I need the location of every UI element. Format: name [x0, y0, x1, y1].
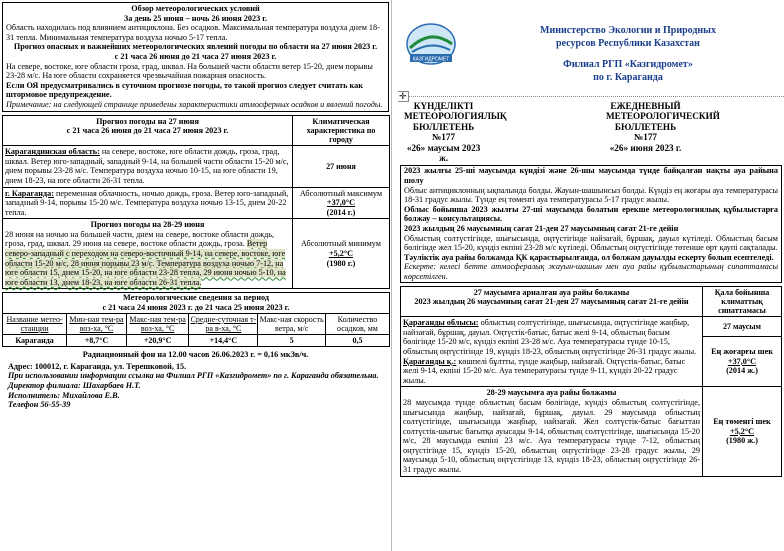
obs-d1: +8,7°С: [67, 335, 127, 347]
kz-abs-min-label: Ең төменгі шек: [713, 417, 771, 427]
kz-abs-max-label: Ең жоғарғы шек: [711, 347, 773, 357]
region-label: Карагандинская область:: [5, 147, 100, 157]
obs-data-row: [3, 335, 390, 347]
obs-h4: Макс-ная скорость ветра, м/с: [259, 314, 324, 333]
header-divider: [398, 91, 784, 101]
climate-header: Климатическая характеристика по городу: [293, 115, 390, 146]
footer-address: Адрес: 100012, г. Караганда, ул. Терешковой, 15.: [8, 361, 187, 371]
city-label: г. Караганда:: [5, 188, 54, 198]
kz-forecast2-cell: [401, 387, 703, 476]
ru-title-block: [606, 101, 778, 163]
obs-d5: 0,5: [325, 335, 389, 347]
abs-max-cell: [293, 187, 390, 219]
hazard-period: с 21 часа 26 июня до 21 часа 27 июня 2023 г.: [114, 51, 277, 61]
kz-region-label: Қарағанды облысы:: [403, 318, 479, 328]
climate-date: 27 июня: [293, 146, 390, 187]
kz-city-label: Қарағанды қ.:: [403, 356, 457, 366]
svg-text:КАЗГИДРОМЕТ: КАЗГИДРОМЕТ: [412, 56, 450, 63]
forecast2-text-a: 28 июня на ночью на большей части, днем на севере, востоке области дождь, гроза, град, шквал. 29 июня на севере, востоке области дождь, гроза.: [5, 229, 275, 249]
abs-min-value: +5,2°С: [328, 249, 354, 259]
ru-title: ЕЖЕДНЕВНЫЙ МЕТЕОРОЛОГИЧЕСКИЙ БЮЛЛЕТЕНЬ: [605, 101, 720, 132]
region-forecast-cell: [3, 146, 293, 187]
obs-h0: Название метео-станции: [3, 313, 67, 334]
bulletin-titles: [398, 101, 784, 163]
ru-date: «26» июня 2023 г.: [609, 142, 682, 153]
ru-number: №177: [634, 132, 658, 143]
obs-h3: Средне-суточная т-ра в-ха, °С: [190, 314, 257, 333]
abs-max-year: (2014 г.): [326, 207, 356, 217]
kz-forecast-period: 2023 жылдың 26 маусымның сағат 21-ден 27 маусымның сағат 21-ге дейін: [414, 297, 689, 307]
hazard-title: Прогноз опасных и важнейших метеорологических явлений погоды по области на 27 июня 2023 г.: [13, 42, 378, 52]
obs-period: с 21 часа 24 июня 2023 г. до 21 часа 25 июня 2023 г.: [102, 303, 290, 313]
branch-line2: по г. Караганда: [593, 72, 663, 83]
obs-title: Метеорологические сведения за период: [122, 293, 270, 303]
overview-text: Область находилась под влиянием антициклона. Без осадков. Максимальная температура воздуха днем 18-31 тепла. Минимальная температура воздуха ночью 5-17 тепла.: [6, 23, 380, 42]
org-line2: ресурсов Республики Казахстан: [556, 38, 700, 49]
region-text: на севере, востоке, юге области дождь, гроза, град, шквал. Ветер юго-западный, западный 9-14, на большей части области 15-20 м/с, днем порывы 23-28 м/с. Температура воздуха ночью 10-15, на юге области 19, днем 18-23, на юге области 26-31 тепла.: [5, 147, 289, 185]
footer-phone: Телефон 56-55-39: [8, 400, 71, 410]
kz-date: «26» маусым 2023 ж.: [406, 142, 481, 164]
kz-climate-date: 27 маусым: [703, 317, 782, 336]
kz-abs-min-value: +5,2°С: [729, 426, 755, 436]
kz-region-text: облыстың солтүстігінде, шығысында, оңтүстігінде жаңбыр, найзағай, бұршақ, дауыл. Оңтүстік-батыс, батыс желі 9-14, облыстың басым бөлігінде 15-20 м/с, күндіз екпіні 23-28 м/с. Ауа температурасы түнде 10-15, облыстың оңтүстігінде 19, күндіз 18-23, облыстың оңтүстігінде 26-31 градус жылы.: [403, 318, 697, 356]
footer-executor: Исполнитель: Михайлова Е.В.: [8, 390, 120, 400]
right-page-kazakh: [398, 0, 784, 551]
kz-title: КҮНДЕЛІКТІ МЕТЕОРОЛОГИЯЛЫҚ БЮЛЛЕТЕНЬ: [404, 101, 507, 132]
move-handle-icon[interactable]: ✛: [399, 91, 407, 101]
kz-forecast-header: [401, 286, 703, 317]
kz-climate-header: Қала бойынша климаттық сипаттамасы: [703, 286, 782, 317]
obs-h2: Макс-ная тем-ра воз-ха, °С: [126, 313, 189, 334]
kz-review-title: 2023 жылғы 25-ші маусымда күндізі және 26-шы маусымда түнде байқалған нақты ауа райына шолу: [404, 166, 778, 186]
kz-review-section: [400, 165, 782, 282]
kz-forecast-title: 27 маусымға арналған ауа райы болжамы: [473, 287, 630, 297]
forecast2-cell: [3, 219, 293, 289]
kz-title-block: [404, 101, 576, 163]
overview-title: Обзор метеорологических условий: [131, 4, 260, 13]
hazard-note: Если ОЯ предусматривались в суточном прогнозе погоды, то такой прогноз следует считать как штормовое предупреждение.: [6, 80, 363, 100]
observations-table: [2, 313, 390, 348]
obs-d0: Караганда: [3, 335, 67, 347]
branch-line1: Филиал РГП «Казгидромет»: [563, 59, 693, 70]
kz-number: №177: [432, 132, 456, 143]
forecast-header: [3, 115, 293, 146]
kz-review-text: Облыс антициклонның ықпалында болды. Жауын-шашынсыз болды. Күндіз ең жоғары ауа температурасы 18-31 градус жылы. Түнде ең төменгі ауа температурасы 5-17 градус жылы.: [404, 185, 778, 205]
footer-usage: При использовании информации ссылка на Филиал РГП «Казгидромет» по г. Караганда обязательна.: [8, 371, 379, 381]
abs-min-label: Абсолютный минимум: [301, 239, 381, 249]
observations-section: [2, 292, 390, 312]
kz-abs-max-value: +37,0°С: [727, 356, 757, 366]
kz-hazard-note: Тәуліктік ауа райы болжамда ҚК қарастырылғанда, ол болжам дауылды ескерту болып есептеледі.: [404, 252, 774, 262]
obs-d2: +20,9°С: [126, 335, 189, 347]
obs-d3: +14,4°С: [189, 335, 258, 347]
obs-h5: Количество осадков, мм: [325, 313, 389, 334]
abs-max-value: +37,0°С: [326, 198, 356, 208]
kz-abs-max-cell: [703, 336, 782, 387]
kz-city-text: көшпелі бұлтты, түнде жаңбыр, найзағай. Оңтүстік-батыс, батыс желі 9-14, екпіні 15-20 м/с. Ауа температурасы түнде 9-11, күндіз 20-22 градус жылы.: [403, 356, 686, 385]
obs-header-row: [3, 313, 390, 334]
forecast-period: с 21 часа 26 июня до 21 часа 27 июня 2023 г.: [66, 126, 229, 136]
org-header: [478, 24, 778, 84]
kz-hazard-text: Облыстың солтүстігінде, шығысында, оңтүстігінде найзағай, бұршақ, дауыл күтіледі. Облыстың басым бөлігінде жел 15-20, күндіз екпіні 23-28 м/с күтіледі. Облыстың оңтүстігінде төтенше өрт қаупі сақталады.: [404, 233, 778, 253]
abs-max-label: Абсолютный максимум: [299, 188, 383, 198]
overview-section: [2, 2, 389, 112]
kz-region-cell: [401, 317, 703, 387]
obs-d4: 5: [258, 335, 326, 347]
hazard-footnote: Примечание: на следующей странице приведены характеристики атмосферных осадков и явлений погоды.: [6, 99, 383, 109]
kz-forecast-table: [400, 286, 782, 477]
kazhydromet-logo: [404, 18, 458, 68]
forecast2-title: Прогноз погоды на 28-29 июня: [90, 220, 205, 230]
bulletin-header: [398, 0, 784, 96]
city-text: переменная облачность, ночью дождь, гроза. Ветер юго-западный, западный 9-14, порывы 15-20 м/с. Температура воздуха ночью 13-15, днем 20-22 тепла.: [5, 188, 289, 217]
forecast2-text-b: Ветер северо-западный с переходом на северо-восточный 9-14, на севере, востоке, юге области 15-20 м/с, 28 июня порывы 23 м/с. Температура воздуха ночью 7-12, на юге области 15, днем 15-20, на юге области 23-28 тепла, 29 июня ночью 5-10, на юге области 13, днем 18-23, на юге области 26-31 тепла.: [5, 239, 286, 287]
radiation-text: Радиационный фон на 12.00 часов 26.06.2023 г. = 0,16 мкЗв/ч.: [82, 350, 309, 360]
kz-abs-min-cell: [703, 387, 782, 476]
overview-period: За день 25 июня – ночь 26 июня 2023 г.: [123, 13, 268, 23]
kz-hazard-footnote: Ескерте: келесі бетте атмосфералық жауын-шашын мен ауа райы құбылыстарының сипаттамасы көрсетілген.: [404, 262, 778, 281]
abs-min-cell: [293, 219, 390, 289]
abs-min-year: (1980 г.): [326, 258, 356, 268]
kz-forecast2-text: 28 маусымда түнде облыстың басым бөлігінде, күндіз облыстың солтүстігінде, шығысында жаңбыр, найзағай, бұршақ, дауыл. 29 маусымда облыстың солтүстігінде, шығысында жаңбыр, найзағай. Жел солтүстік-батыс бағыттан солтүстік-шығыс бағытқа ауысады 9-14, облыстың солтүстігінде, шығысында 15-20 м/с, 28 маусымда екпіні 23 м/с. Ауа температурасы түнде 7-12, облыстың оңтүстігінде 15, күндіз 15-20, облыстың оңтүстігінде 23-28 градус жылы, 29 маусымда 5-10, облыстың оңтүстігінде 13, күндіз 18-23, облыстың оңтүстігінде 26-31 градус жылы.: [403, 397, 700, 475]
kz-abs-min-year: (1980 ж.): [726, 436, 758, 446]
city-forecast-cell: [3, 187, 293, 219]
hazard-text: На севере, востоке, юге области гроза, град, шквал. На большей части области ветер 15-20, днем порывы 23-28 м/с. На юге области сохраняется чрезвычайная пожарная опасность.: [6, 61, 373, 81]
forecast-table: [2, 115, 390, 290]
forecast-title: Прогноз погоды на 27 июня: [96, 116, 199, 126]
kz-forecast2-title: 28-29 маусымға ауа райы болжамы: [486, 388, 617, 398]
footer-director: Директор филиала: Шахарбаев Н.Т.: [8, 381, 141, 391]
kz-hazard-period: 2023 жылдың 26 маусымның сағат 21-ден 27 маусымның сағат 21-ге дейін: [404, 224, 679, 233]
org-line1: Министерство Экологии и Природных: [540, 25, 716, 36]
footer: [0, 360, 391, 410]
kz-abs-max-year: (2014 ж.): [726, 366, 758, 376]
obs-h1: Мин-ная тем-ра воз-ха, °С: [67, 313, 127, 334]
kz-hazard-title: Облыс бойынша 2023 жылғы 27-ші маусымда болатын ерекше метеорологиялық құбылыстарға болжау – консультациясы.: [404, 204, 778, 224]
